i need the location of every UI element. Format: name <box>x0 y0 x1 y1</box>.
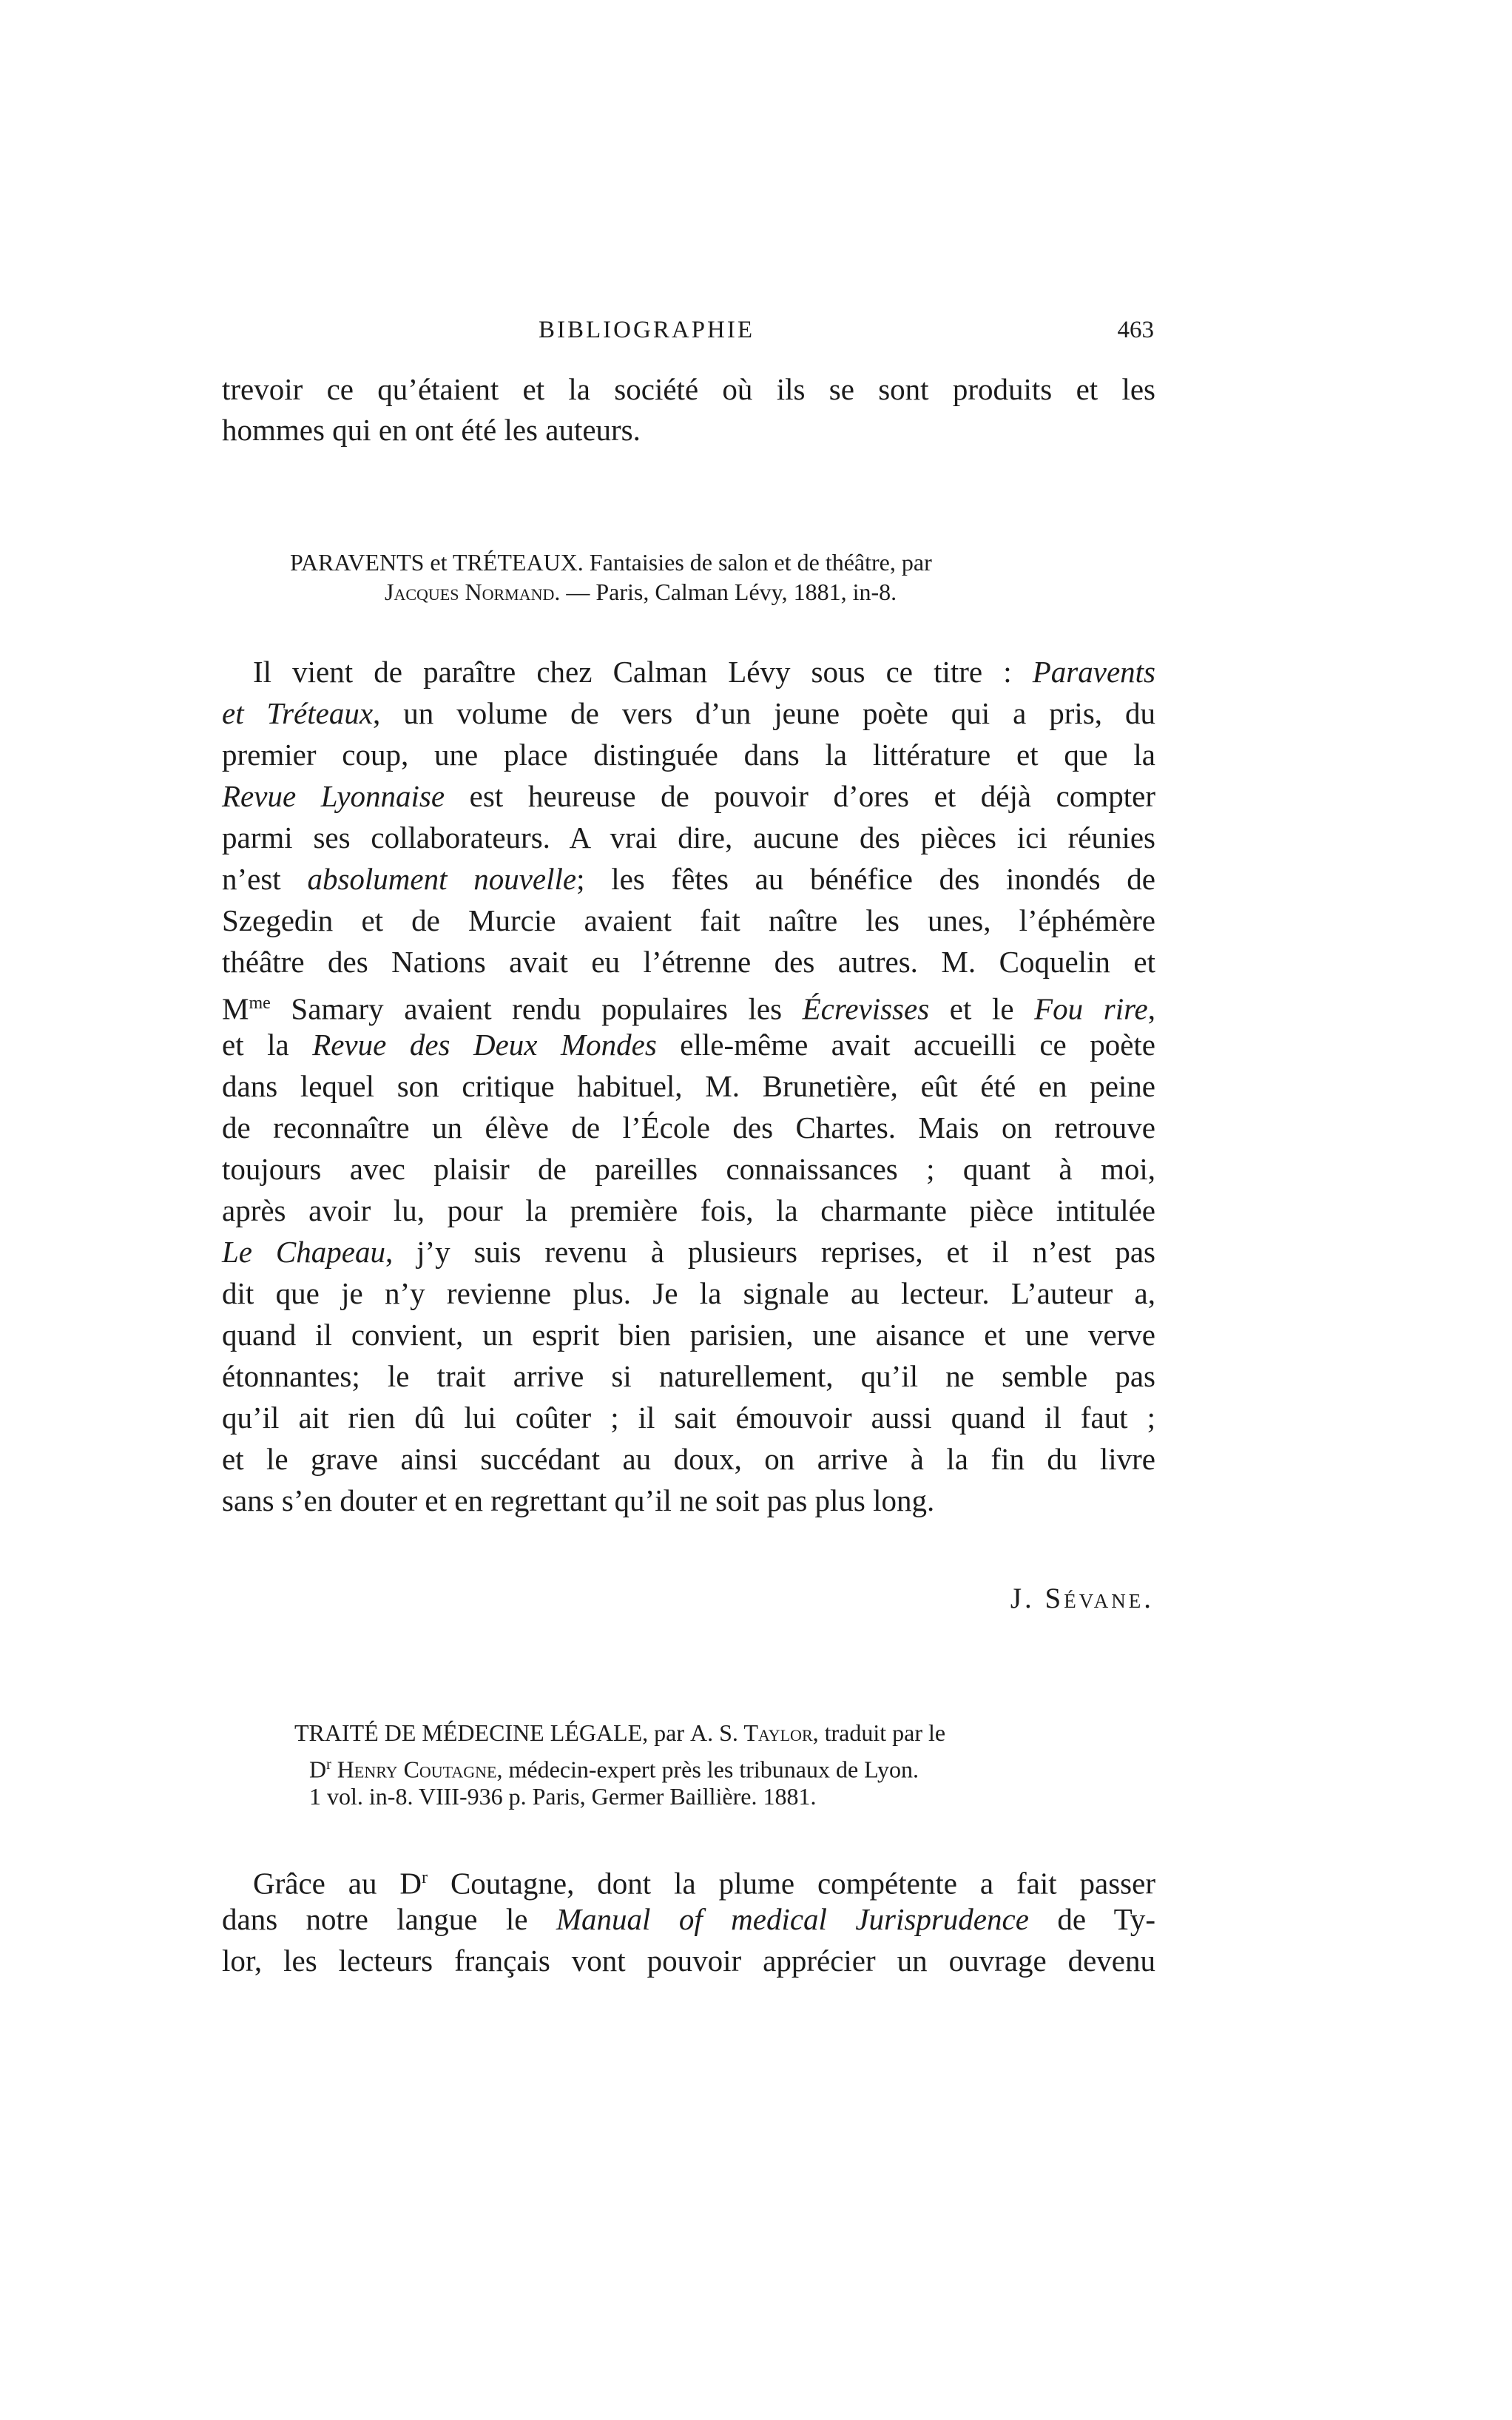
review-1-line-8: théâtre des Nations avait eu l’étrenne des autres. M. Coquelin et <box>222 945 1155 979</box>
review-1-line-18: étonnantes; le trait arrive si naturellement, qu’il ne semble pas <box>222 1359 1155 1393</box>
review-1-line-3: premier coup, une place distinguée dans la littérature et que la <box>222 738 1155 772</box>
review-1-line-11: dans lequel son critique habituel, M. Brunetière, eût été en peine <box>222 1069 1155 1103</box>
review-1-line-15: Le Chapeau, j’y suis revenu à plusieurs reprises, et il n’est pas <box>222 1235 1155 1269</box>
intro-line-2: hommes qui en ont été les auteurs. <box>222 413 641 447</box>
review-2-line-2: dans notre langue le Manual of medical Jurisprudence de Ty- <box>222 1902 1156 1936</box>
intro-line-1: trevoir ce qu’étaient et la société où ils se sont produits et les <box>222 372 1155 406</box>
notice-2-line-2: $D^r$ Henry Coutagne, médecin-expert près les tribunaux de Lyon. <box>309 1756 919 1783</box>
review-1-line-5: parmi ses collaborateurs. A vrai dire, aucune des pièces ici réunies <box>222 820 1155 855</box>
review-1-line-2: et Tréteaux, un volume de vers d’un jeune poète qui a pris, du <box>222 696 1155 730</box>
review-1-line-9: $M^{me}$ Samary avaient rendu populaires les Écrevisses et le Fou rire, <box>222 991 1156 1026</box>
review-1-line-10: et la Revue des Deux Mondes elle-même avait accueilli ce poète <box>222 1028 1155 1062</box>
page-number: 463 <box>1117 317 1154 343</box>
review-1-line-16: dit que je n’y revienne plus. Je la signale au lecteur. L’auteur a, <box>222 1276 1155 1310</box>
notice-1-line-1: PARAVENTS et TRÉTEAUX. Fantaisies de salon et de théâtre, par <box>290 549 932 576</box>
notice-1-line-2: Jacques Normand. — Paris, Calman Lévy, 1881, in-8. <box>385 579 897 605</box>
running-title: BIBLIOGRAPHIE <box>539 317 755 343</box>
review-2-line-1: Grâce au $D^r$ Coutagne, dont la plume compétente a fait passer <box>253 1866 1155 1901</box>
review-1-line-17: quand il convient, un esprit bien parisien, une aisance et une verve <box>222 1318 1155 1352</box>
notice-2-author: A. S. Taylor <box>689 1719 813 1746</box>
review-1-line-12: de reconnaître un élève de l’École des Chartes. Mais on retrouve <box>222 1110 1155 1145</box>
review-1-line-20: et le grave ainsi succédant au doux, on arrive à la fin du livre <box>222 1442 1155 1476</box>
signature: J. Sévane. <box>1010 1583 1154 1614</box>
review-1-line-14: après avoir lu, pour la première fois, la charmante pièce intitulée <box>222 1193 1155 1227</box>
review-1-line-6: n’est absolument nouvelle; les fêtes au bénéfice des inondés de <box>222 862 1155 896</box>
review-1-line-4: Revue Lyonnaise est heureuse de pouvoir d’ores et déjà compter <box>222 779 1156 813</box>
review-1-line-21: sans s’en douter et en regrettant qu’il ne soit pas plus long. <box>222 1483 935 1517</box>
review-2-line-3: lor, les lecteurs français vont pouvoir apprécier un ouvrage devenu <box>222 1944 1155 1978</box>
notice-1-author: Jacques Normand. <box>385 579 561 605</box>
review-1-line-19: qu’il ait rien dû lui coûter ; il sait émouvoir aussi quand il faut ; <box>222 1401 1155 1435</box>
review-1-line-7: Szegedin et de Murcie avaient fait naître les unes, l’éphémère <box>222 903 1155 937</box>
notice-2-translator: Henry Coutagne <box>337 1756 497 1783</box>
notice-1-title: PARAVENTS et TRÉTEAUX. <box>290 549 584 576</box>
notice-2-line-1: TRAITÉ DE MÉDECINE LÉGALE, par A. S. Taylor, traduit par le <box>294 1719 946 1746</box>
notice-2-line-3: 1 vol. in-8. VIII-936 p. Paris, Germer Baillière. 1881. <box>309 1783 817 1810</box>
running-head <box>222 317 1154 361</box>
review-1-line-13: toujours avec plaisir de pareilles connaissances ; quant à moi, <box>222 1152 1155 1186</box>
review-1-line-1: Il vient de paraître chez Calman Lévy sous ce titre : Paravents <box>253 655 1155 689</box>
